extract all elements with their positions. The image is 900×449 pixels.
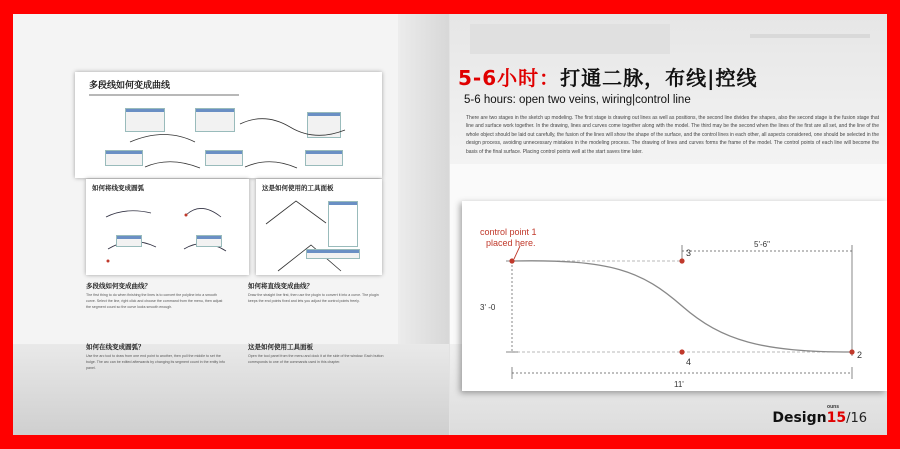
title-topic: 打通二脉，布线|控线: [560, 66, 758, 90]
column-heading: 多段线如何变成曲线？: [86, 283, 151, 290]
footer-small-word: ouns: [827, 404, 839, 410]
label-control-point: control point 1: [480, 227, 537, 237]
title-hours: 5-6小时：: [458, 66, 561, 90]
page-number: 15: [826, 410, 847, 426]
control-point-4: [679, 349, 684, 354]
screenshot-line-to-arc: [86, 179, 249, 275]
mini-window: [196, 235, 222, 247]
body-paragraph: There are two stages in the sketch up modeling. The first stage is drawing out lines as well as positions, the second line divides the shapes, also the second stage is the fusion stage that line and surface work together. In the drawing, lines and curves come together along with the model. The third may be the second when the lines of the first are all set, and the line of the whole object should be laid out carefully, the fusion of the lines will show the shape of the surface, and the control lines in each other, all aspects considered, one should be selected in the design process, avoiding unnecessary mistakes in the modeling process. The drawing of lines and curves forms the frame of the model. The control points of each line will become the basis of the final surface. Placing control points well at the start saves time later.: [466, 115, 879, 155]
label-point-3: 3: [686, 248, 692, 258]
control-point-2: [849, 349, 854, 354]
toolbar-window: [306, 249, 360, 259]
menu-window: [328, 201, 358, 247]
shot-lines: [256, 179, 382, 275]
shot-title: 如何将线变成圆弧: [92, 184, 144, 192]
column-heading: 如何将直线变成曲线？: [248, 283, 313, 290]
page-title: [458, 62, 757, 91]
column-text: Open the tool panel from the menu and dock it at the side of the window. Each button corresponds to one of the commands used in this chapter.: [248, 354, 384, 365]
label-point-2: 2: [857, 350, 863, 360]
label-dim-top: 5'-6": [754, 240, 770, 249]
column-heading: 如何在线变成圆弧？: [86, 344, 145, 351]
page-subtitle: 5-6 hours: open two veins, wiring|control line: [464, 94, 691, 106]
left-page: [13, 14, 450, 435]
left-page-background-panel: [398, 14, 450, 344]
label-dim-bottom: 11': [674, 380, 684, 389]
control-line-diagram: [462, 201, 887, 391]
page-total: /16: [846, 411, 867, 426]
control-point-3: [679, 258, 684, 263]
control-point-1: [509, 258, 514, 263]
diagram-svg: [462, 201, 887, 391]
page-footer: [772, 404, 867, 427]
label-point-4: 4: [686, 357, 692, 367]
mini-window: [116, 235, 142, 247]
magazine-spread: [13, 14, 887, 435]
shot-title: 这是如何使用的工具面板: [262, 184, 334, 192]
shot-title: 多段线如何变成曲线: [89, 81, 171, 91]
shot-arcs: [86, 179, 249, 275]
column-text: Draw the straight line first, then use the plugin to convert it into a curve. The plugin keeps the end points fixed and lets you adjust the control points freely.: [248, 293, 379, 304]
column-text: Use the arc tool to draw from one end point to another, then pull the middle to set the bulge. The arc can be edited afterwards by changing its segment count in the entity info panel.: [86, 354, 225, 371]
screenshot-tool-panel: [256, 179, 382, 275]
screenshot-polyline-to-curve: [75, 72, 382, 178]
column-text: The first thing to do when finishing the lines is to convert the polyline into a smooth curve. Select the line, right click and choose the command from the menu, then adjust the segment count so the curve looks smooth enough.: [86, 293, 223, 310]
label-placed-here: placed here.: [486, 238, 536, 248]
footer-word: Design: [772, 410, 827, 426]
column-heading: 这是如何使用工具面板: [248, 344, 313, 351]
label-dim-left: 3' -0: [480, 303, 496, 312]
right-page: [450, 14, 887, 435]
shot-curves: [75, 72, 382, 178]
s-curve: [512, 261, 852, 352]
